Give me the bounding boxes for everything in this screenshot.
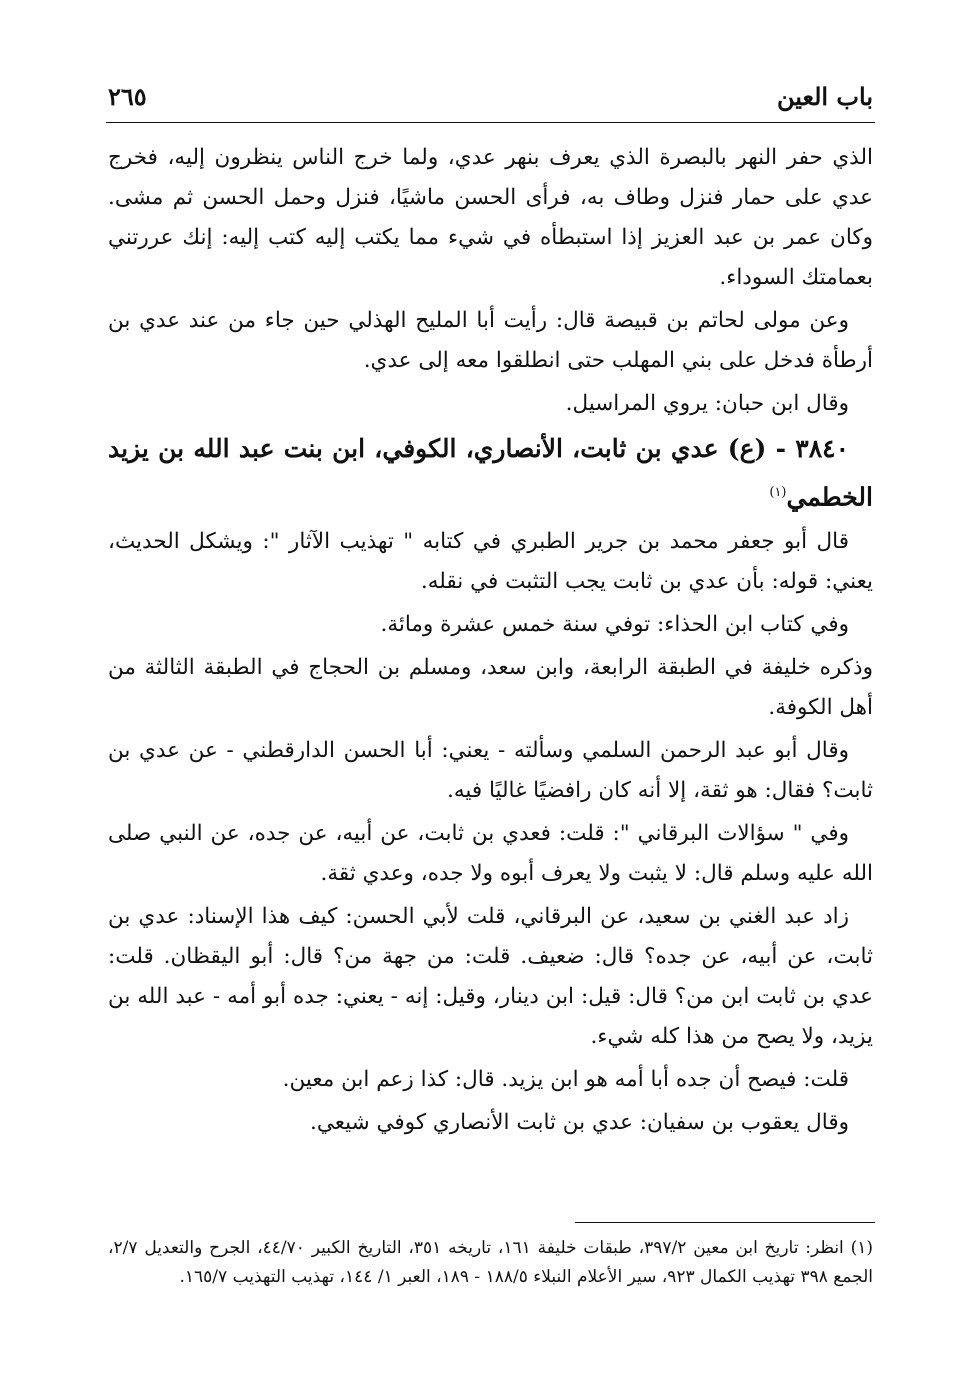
page-number: ٢٦٥	[108, 82, 147, 111]
paragraph: وقال يعقوب بن سفيان: عدي بن ثابت الأنصاري كوفي شيعي.	[310, 1110, 849, 1136]
entry-heading	[108, 427, 873, 519]
header-rule	[106, 122, 875, 123]
chapter-title: باب العين	[776, 82, 873, 111]
entry-heading-text: ٣٨٤٠ - (ع) عدي بن ثابت، الأنصاري، الكوفي، ابن بنت عبد الله بن يزيد الخطمي	[108, 434, 873, 512]
paragraph: وعن مولى لحاتم بن قبيصة قال: رأيت أبا المليح الهذلي حين جاء من عند عدي بن أرطأة فدخل على بني المهلب حتى انطلقوا معه إلى عدي.	[108, 308, 873, 373]
paragraph: قال أبو جعفر محمد بن جرير الطبري في كتابه " تهذيب الآثار ": ويشكل الحديث، يعني: قوله: بأن عدي بن ثابت يجب التثبت في نقله.	[108, 529, 873, 595]
footnote-rule	[575, 1222, 875, 1223]
paragraph: الذي حفر النهر بالبصرة الذي يعرف بنهر عدي، ولما خرج الناس ينظرون إليه، فخرج عدي على حمار فنزل وطاف به، فرأى الحسن ماشيًا، فنزل وحمل الحسن ثم مشى. وكان عمر بن عبد العزيز إذا استبطأه في شيء مما يكتب إليه كتب إليه: إنك عررتني بعمامتك السوداء.	[108, 145, 873, 290]
footnote: (١) انظر: تاريخ ابن معين ٣٩٧/٢، طبقات خليفة ١٦١، تاريخه ٣٥١، التاريخ الكبير ٤٤/٧٠، الجرح والتعديل ٢/٧، الجمع ٣٩٨ تهذيب الكمال ٩٢٣، سير الأعلام النبلاء ١٨٨/٥ - ١٨٩، العبر ١/ ١٤٤، تهذيب التهذيب ١٦٥/٧.	[108, 1238, 874, 1287]
paragraph: وفي كتاب ابن الحذاء: توفي سنة خمس عشرة ومائة.	[380, 612, 849, 638]
main-text	[108, 138, 873, 1146]
paragraph: وقال ابن حبان: يروي المراسيل.	[565, 391, 849, 416]
paragraph: وقال أبو عبد الرحمن السلمي وسألته - يعني: أبا الحسن الدارقطني - عن عدي بن ثابت؟ فقال: هو ثقة، إلا أنه كان رافضيًا غاليًا فيه.	[108, 738, 873, 804]
paragraph: وذكره خليفة في الطبقة الرابعة، وابن سعد، ومسلم بن الحجاج في الطبقة الثالثة من أهل الكوفة.	[108, 655, 873, 721]
paragraph: وفي " سؤالات البرقاني ": قلت: فعدي بن ثابت، عن أبيه، عن جده، عن النبي صلى الله عليه وسلم قال: لا يثبت ولا يعرف أبوه ولا جده، وعدي ثقة.	[108, 821, 873, 887]
paragraph: زاد عبد الغني بن سعيد، عن البرقاني، قلت لأبي الحسن: كيف هذا الإسناد: عدي بن ثابت، عن أبيه، عن جده؟ قال: ضعيف. قلت: من جهة من؟ قال: أبو اليقظان. قلت: عدي بن ثابت ابن من؟ قال: قيل: ابن دينار، وقيل: إنه - يعني: جده أبو أمه - عبد الله بن يزيد، ولا يصح من هذا كله شيء.	[108, 904, 873, 1050]
footnote-ref: (١)	[769, 485, 787, 500]
paragraph: قلت: فيصح أن جده أبا أمه هو ابن يزيد. قال: كذا زعم ابن معين.	[282, 1067, 849, 1093]
running-header	[108, 82, 873, 122]
